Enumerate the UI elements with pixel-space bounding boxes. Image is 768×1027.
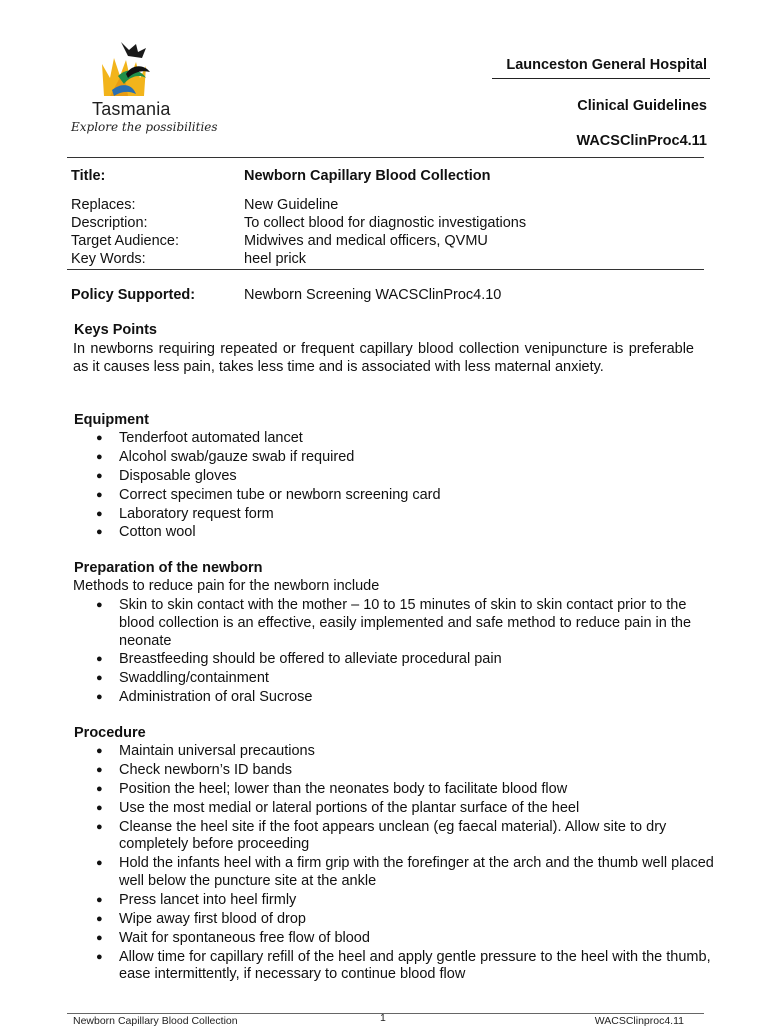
bullet-icon: ● bbox=[96, 599, 103, 611]
list-item: ● Swaddling/containment bbox=[96, 670, 269, 687]
page-number: 1 bbox=[380, 1012, 386, 1024]
bullet-icon: ● bbox=[96, 782, 103, 795]
title-label: Title: bbox=[71, 168, 106, 184]
procedure-list bbox=[0, 743, 719, 985]
preparation-heading: Preparation of the newborn bbox=[74, 560, 263, 576]
bullet-icon: ● bbox=[96, 950, 103, 963]
replaces-value: New Guideline bbox=[244, 197, 339, 213]
replaces-label: Replaces: bbox=[71, 197, 136, 213]
bullet-icon: ● bbox=[96, 507, 103, 520]
procedure-heading: Procedure bbox=[74, 725, 146, 741]
list-item: ● Wipe away first blood of drop bbox=[96, 910, 306, 927]
list-item: ● Wait for spontaneous free flow of blood bbox=[96, 929, 370, 946]
list-item: ● Disposable gloves bbox=[96, 467, 237, 484]
list-item: ● Alcohol swab/gauze swab if required bbox=[96, 448, 355, 465]
list-item: ● Check newborn’s ID bands bbox=[96, 761, 293, 778]
description-value: To collect blood for diagnostic investigations bbox=[244, 215, 527, 231]
bullet-icon: ● bbox=[96, 745, 103, 757]
bullet-icon: ● bbox=[96, 432, 103, 444]
footer-title: Newborn Capillary Blood Collection bbox=[73, 1015, 238, 1027]
audience-value: Midwives and medical officers, QVMU bbox=[244, 233, 488, 249]
list-item: ● Cotton wool bbox=[96, 524, 196, 541]
logo-wordmark: Tasmania bbox=[92, 99, 171, 119]
header-underline bbox=[492, 78, 710, 79]
header-divider bbox=[67, 157, 704, 158]
audience-label: Target Audience: bbox=[71, 233, 180, 249]
bullet-icon: ● bbox=[96, 469, 103, 482]
list-item: ● Allow time for capillary refill of the heel and apply gentle pressure to the heel with the thumb, ease intermittently, if necessary to continue blood flow bbox=[96, 948, 711, 983]
footer-code: WACSClinproc4.11 bbox=[594, 1015, 684, 1027]
bullet-icon: ● bbox=[96, 763, 103, 776]
bullet-icon: ● bbox=[96, 653, 103, 666]
bullet-icon: ● bbox=[96, 672, 103, 685]
bullet-icon: ● bbox=[96, 931, 103, 944]
list-item: ● Laboratory request form bbox=[96, 505, 274, 522]
hospital-name: Launceston General Hospital bbox=[506, 57, 707, 73]
bullet-icon: ● bbox=[96, 912, 103, 925]
keywords-value: heel prick bbox=[244, 251, 307, 267]
description-label: Description: bbox=[71, 215, 148, 231]
list-item: ● Administration of oral Sucrose bbox=[96, 689, 313, 706]
meta-divider bbox=[67, 269, 704, 270]
bullet-icon: ● bbox=[96, 857, 103, 870]
logo-tiger-shape bbox=[121, 42, 146, 58]
preparation-intro: Methods to reduce pain for the newborn include bbox=[73, 578, 380, 594]
policy-value: Newborn Screening WACSClinProc4.10 bbox=[244, 287, 502, 303]
list-item: ● Skin to skin contact with the mother – 10 to 15 minutes of skin to skin contact prior to the blood collection is an effective, easily implemented and safe method to reduce pain in the neonate bbox=[96, 597, 692, 649]
bullet-icon: ● bbox=[96, 691, 103, 704]
logo-tagline: Explore the possibilities bbox=[71, 120, 218, 134]
list-item: ● Press lancet into heel firmly bbox=[96, 891, 297, 908]
bullet-icon: ● bbox=[96, 893, 103, 906]
keys-heading: Keys Points bbox=[74, 322, 157, 338]
list-item: ● Position the heel; lower than the neonates body to facilitate blood flow bbox=[96, 780, 568, 797]
bullet-icon: ● bbox=[96, 801, 103, 814]
bullet-icon: ● bbox=[96, 526, 103, 539]
list-item: ● Hold the infants heel with a firm grip with the forefinger at the arch and the thumb well placed well below the puncture site at the ankle bbox=[96, 855, 714, 890]
preparation-list bbox=[0, 597, 719, 708]
equipment-heading: Equipment bbox=[74, 412, 149, 428]
equipment-list bbox=[0, 430, 719, 543]
list-item: ● Use the most medial or lateral portions of the plantar surface of the heel bbox=[96, 799, 580, 816]
bullet-icon: ● bbox=[96, 488, 103, 501]
list-item: ● Correct specimen tube or newborn screening card bbox=[96, 486, 441, 503]
list-item: ● Cleanse the heel site if the foot appears unclean (eg faecal material). Allow site to dry completely before proceeding bbox=[96, 818, 667, 853]
keywords-label: Key Words: bbox=[71, 251, 146, 267]
list-item: ● Tenderfoot automated lancet bbox=[96, 430, 303, 446]
keys-text: In newborns requiring repeated or frequent capillary blood collection venipuncture is preferable as it causes less pain, takes less time and is associated with less maternal anxiety. bbox=[73, 341, 694, 375]
guideline-type: Clinical Guidelines bbox=[577, 98, 707, 114]
title-value: Newborn Capillary Blood Collection bbox=[244, 168, 491, 184]
policy-label: Policy Supported: bbox=[71, 287, 196, 303]
guideline-code: WACSClinProc4.11 bbox=[576, 133, 707, 149]
list-item: ● Maintain universal precautions bbox=[96, 743, 315, 759]
list-item: ● Breastfeeding should be offered to alleviate procedural pain bbox=[96, 651, 502, 668]
bullet-icon: ● bbox=[96, 820, 103, 833]
bullet-icon: ● bbox=[96, 450, 103, 463]
